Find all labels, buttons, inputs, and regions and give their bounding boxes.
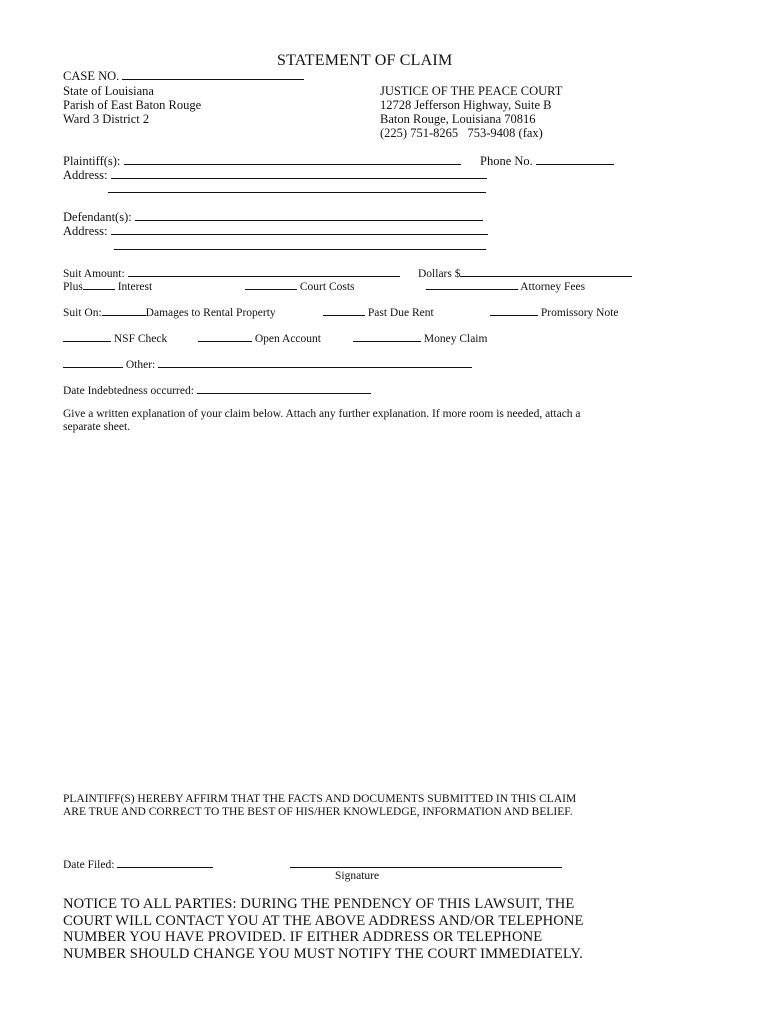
case-no-row: [63, 69, 304, 84]
notice-line-1: NOTICE TO ALL PARTIES: DURING THE PENDENCY OF THIS LAWSUIT, THE: [63, 896, 575, 912]
header-parish: Parish of East Baton Rouge: [63, 98, 202, 112]
interest-label: Interest: [117, 281, 153, 293]
suit-on-row: [63, 305, 276, 319]
attorney-fees-field[interactable]: [426, 279, 518, 290]
defendant-label: Defendant(s):: [63, 210, 132, 224]
defendant-name-field[interactable]: [135, 210, 483, 221]
explanation-line-2: separate sheet.: [63, 421, 131, 433]
page-title: STATEMENT OF CLAIM: [277, 52, 453, 69]
promissory-note-label: Promissory Note: [540, 307, 619, 319]
open-account-row: [198, 331, 321, 345]
date-indebtedness-row: [63, 383, 371, 397]
attorney-fees-row: [426, 279, 585, 293]
plaintiff-address-label: Address:: [63, 168, 108, 182]
notice-line-2: COURT WILL CONTACT YOU AT THE ABOVE ADDRESS AND/OR TELEPHONE: [63, 912, 584, 929]
date-filed-field[interactable]: [117, 857, 213, 868]
open-account-field[interactable]: [198, 331, 252, 342]
case-no-field[interactable]: [122, 69, 304, 80]
plaintiff-phone-label: Phone No.: [480, 154, 533, 168]
suit-amount-label: Suit Amount:: [63, 268, 125, 280]
other-check-field[interactable]: [63, 357, 123, 368]
nsf-check-field[interactable]: [63, 331, 111, 342]
defendant-address-line-2[interactable]: [114, 249, 486, 250]
date-indebtedness-label: Date Indebtedness occurred:: [63, 385, 194, 397]
plaintiff-phone-field[interactable]: [536, 154, 614, 165]
suit-on-label: Suit On:: [63, 307, 102, 319]
header-state: State of Louisiana: [63, 84, 154, 98]
plaintiff-address-row: [63, 168, 487, 183]
attorney-fees-label: Attorney Fees: [520, 281, 586, 293]
court-address-2: Baton Rouge, Louisiana 70816: [380, 112, 536, 126]
notice-line-4: NUMBER SHOULD CHANGE YOU MUST NOTIFY THE COURT IMMEDIATELY.: [63, 945, 583, 962]
past-due-rent-label: Past Due Rent: [367, 307, 434, 319]
court-address-1: 12728 Jefferson Highway, Suite B: [380, 98, 552, 112]
affirm-line-2: ARE TRUE AND CORRECT TO THE BEST OF HIS/HER KNOWLEDGE, INFORMATION AND BELIEF.: [63, 806, 573, 818]
money-claim-label: Money Claim: [423, 333, 488, 345]
promissory-note-field[interactable]: [490, 305, 538, 316]
court-name: JUSTICE OF THE PEACE COURT: [380, 84, 563, 98]
court-phone: (225) 751-8265 753-9408 (fax): [380, 126, 543, 140]
plaintiff-phone-row: [480, 154, 614, 169]
header-ward: Ward 3 District 2: [63, 112, 150, 126]
nsf-check-row: [63, 331, 167, 345]
open-account-label: Open Account: [254, 333, 321, 345]
suit-amount-field[interactable]: [128, 266, 400, 277]
money-claim-field[interactable]: [353, 331, 421, 342]
case-no-label: CASE NO.: [63, 69, 120, 83]
promissory-note-row: [490, 305, 619, 319]
court-costs-row: [245, 279, 355, 293]
plaintiff-row: [63, 154, 461, 169]
date-indebtedness-field[interactable]: [197, 383, 371, 394]
plus-interest-row: [63, 279, 152, 293]
affirm-line-1: PLAINTIFF(S) HEREBY AFFIRM THAT THE FACTS AND DOCUMENTS SUBMITTED IN THIS CLAIM: [63, 793, 577, 805]
court-costs-field[interactable]: [245, 279, 297, 290]
date-filed-row: [63, 857, 213, 871]
money-claim-row: [353, 331, 487, 345]
signature-label: Signature: [335, 870, 380, 882]
signature-line[interactable]: [290, 867, 562, 868]
damages-field[interactable]: [102, 305, 146, 316]
plaintiff-address-line-2[interactable]: [108, 192, 486, 193]
past-due-rent-row: [323, 305, 434, 319]
date-filed-label: Date Filed:: [63, 859, 115, 871]
other-field[interactable]: [158, 357, 472, 368]
dollars-row: [418, 266, 632, 280]
defendant-address-row: [63, 224, 488, 239]
plus-label: Plus: [63, 281, 83, 293]
claim-explanation-area[interactable]: [63, 440, 703, 785]
other-row: [63, 357, 472, 371]
other-label: Other:: [125, 359, 156, 371]
nsf-check-label: NSF Check: [113, 333, 168, 345]
defendant-address-field[interactable]: [111, 224, 488, 235]
plaintiff-address-field[interactable]: [111, 168, 487, 179]
explanation-line-1: Give a written explanation of your claim below. Attach any further explanation. If more room is needed, attach a: [63, 408, 581, 420]
interest-field[interactable]: [83, 279, 115, 290]
court-costs-label: Court Costs: [299, 281, 355, 293]
defendant-address-label: Address:: [63, 224, 108, 238]
plaintiff-name-field[interactable]: [124, 154, 461, 165]
dollars-label: Dollars $: [418, 268, 461, 280]
damages-label: Damages to Rental Property: [145, 307, 276, 319]
notice-line-3: NUMBER YOU HAVE PROVIDED. IF EITHER ADDRESS OR TELEPHONE: [63, 929, 543, 945]
defendant-row: [63, 210, 483, 225]
suit-amount-row: [63, 266, 400, 280]
past-due-rent-field[interactable]: [323, 305, 365, 316]
plaintiff-label: Plaintiff(s):: [63, 154, 121, 168]
dollars-field[interactable]: [460, 266, 632, 277]
